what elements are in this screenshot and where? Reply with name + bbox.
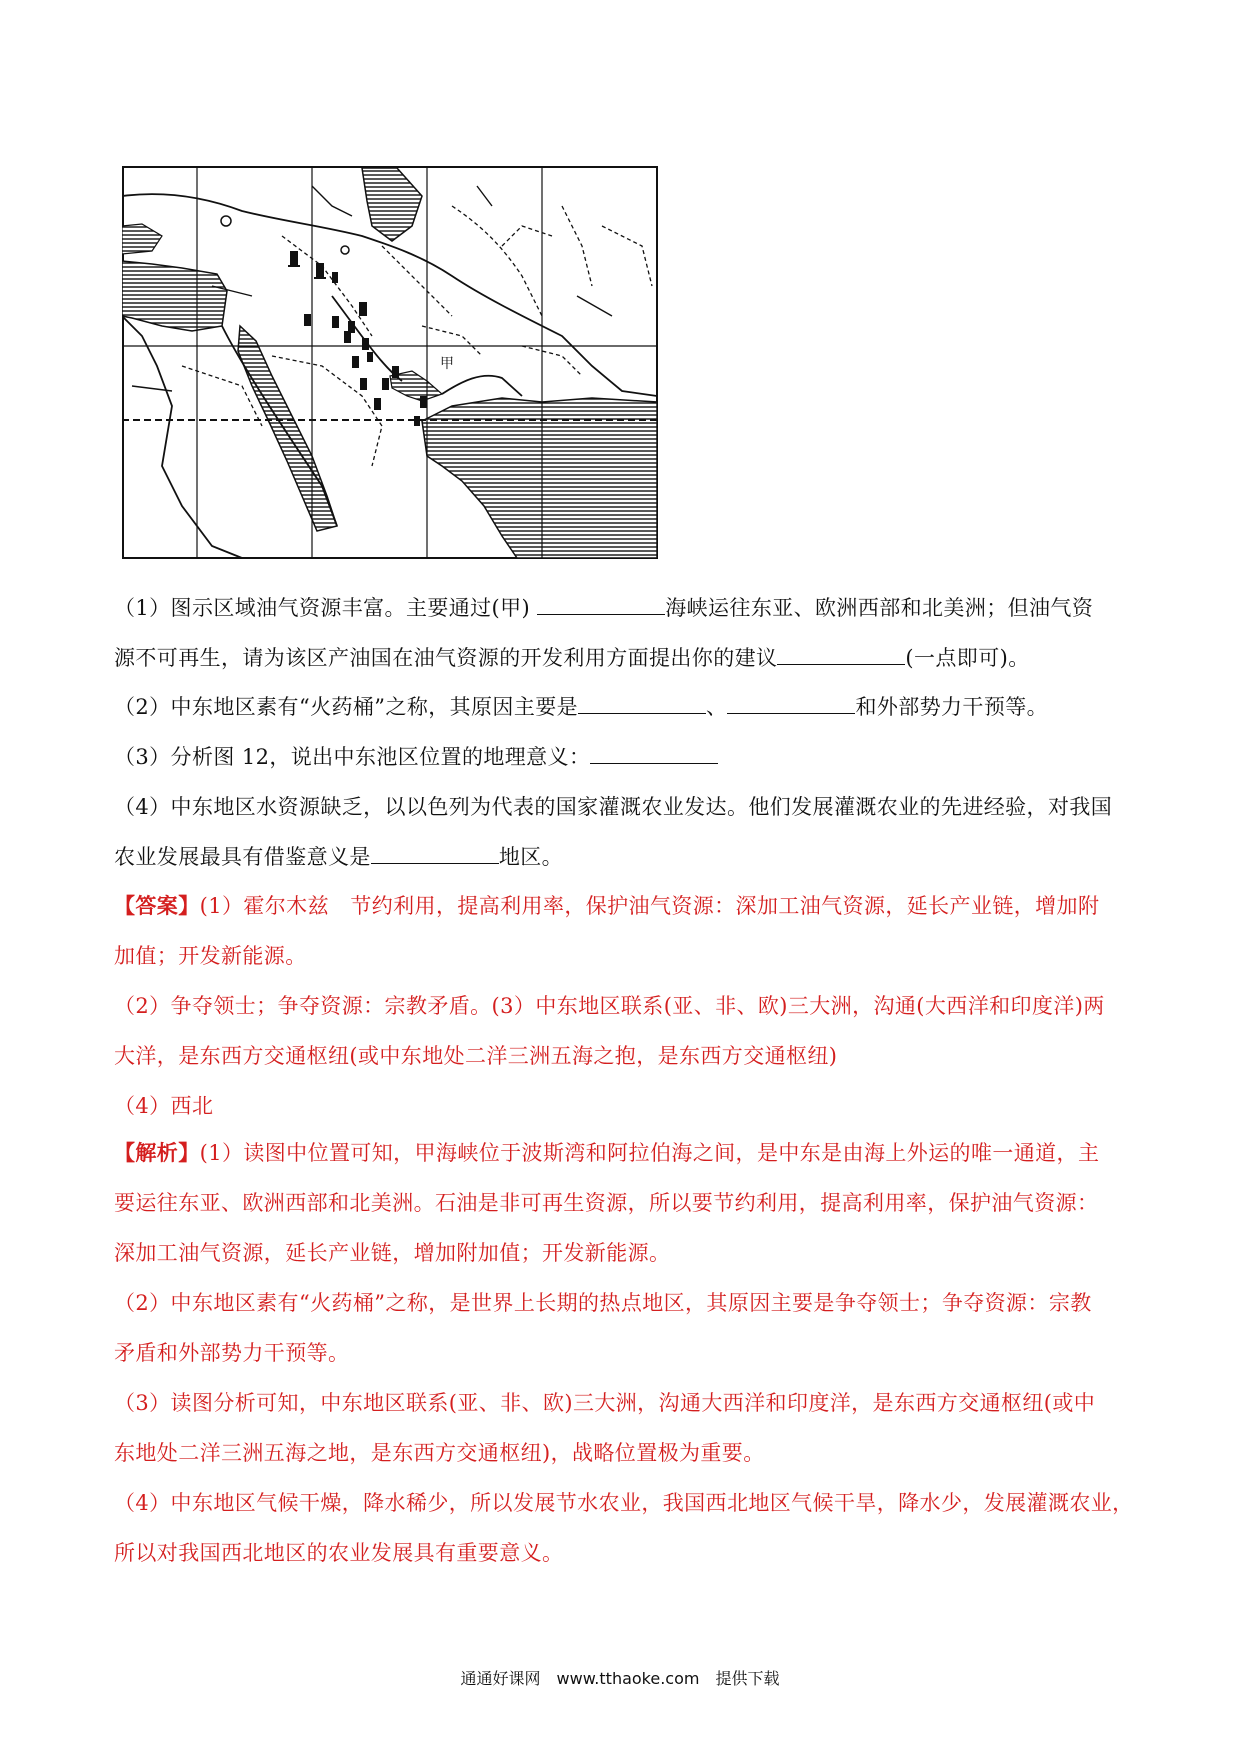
q1-text-b: 海峡运往东亚、欧洲西部和北美洲；但油气资 bbox=[665, 596, 1094, 620]
analysis-line: （4）中东地区气候干燥，降水稀少，所以发展节水农业，我国西北地区气候干旱，降水少，发展灌溉农业， bbox=[114, 1491, 1134, 1515]
analysis-section bbox=[114, 1128, 1134, 1578]
page-footer: 通通好课网 www.tthaoke.com 提供下载 bbox=[460, 1669, 780, 1688]
answer-line: 大洋，是东西方交通枢纽(或中东地处二洋三洲五海之抱，是东西方交通枢纽) bbox=[114, 1044, 838, 1068]
q1-text-d: (一点即可)。 bbox=[905, 646, 1030, 670]
answer-tag: 【答案】 bbox=[114, 893, 200, 918]
answer-blank bbox=[777, 644, 905, 665]
analysis-line: (1）读图中位置可知，甲海峡位于波斯湾和阿拉伯海之间，是中东是由海上外运的唯一通道，主 bbox=[199, 1141, 1100, 1165]
q3-text: （3）分析图 12，说出中东池区位置的地理意义： bbox=[114, 745, 591, 769]
answer-blank bbox=[537, 594, 665, 615]
analysis-line: （3）读图分析可知，中东地区联系(亚、非、欧)三大洲，沟通大西洋和印度洋，是东西方交通枢纽(或中 bbox=[114, 1391, 1096, 1415]
q4-text-b: 农业发展最具有借鉴意义是 bbox=[114, 845, 371, 869]
answer-blank bbox=[578, 693, 706, 714]
answer-blank bbox=[727, 693, 855, 714]
analysis-line: 所以对我国西北地区的农业发展具有重要意义。 bbox=[114, 1541, 564, 1565]
q1-text-a: （1）图示区域油气资源丰富。主要通过(甲) bbox=[114, 596, 538, 620]
analysis-tag: 【解析】 bbox=[114, 1140, 200, 1165]
question-1 bbox=[114, 583, 1134, 683]
answer-blank bbox=[590, 743, 718, 764]
q1-text-c: 源不可再生，请为该区产油国在油气资源的开发利用方面提出你的建议 bbox=[114, 646, 778, 670]
q2-sep: 、 bbox=[706, 695, 728, 719]
question-3 bbox=[114, 732, 1134, 782]
analysis-line: 东地处二洋三洲五海之地，是东西方交通枢纽)，战略位置极为重要。 bbox=[114, 1441, 765, 1465]
lake bbox=[341, 246, 349, 254]
q2-text-b: 和外部势力干预等。 bbox=[855, 695, 1049, 719]
q4-text-c: 地区。 bbox=[498, 845, 564, 869]
answer-line: (1）霍尔木兹 节约利用，提高利用率，保护油气资源：深加工油气资源，延长产业链，增加附 bbox=[199, 894, 1100, 918]
answer-line: （4）西北 bbox=[114, 1094, 214, 1118]
q4-text-a: （4）中东地区水资源缺乏，以以色列为代表的国家灌溉农业发达。他们发展灌溉农业的先进经验，对我国 bbox=[114, 795, 1113, 819]
answer-line: （2）争夺领士；争夺资源：宗教矛盾。(3）中东地区联系(亚、非、欧)三大洲，沟通(大西洋和印度洋)两 bbox=[114, 994, 1105, 1018]
answer-section bbox=[114, 881, 1134, 1131]
analysis-line: 深加工油气资源，延长产业链，增加附加值；开发新能源。 bbox=[114, 1241, 671, 1265]
analysis-line: 要运往东亚、欧洲西部和北美洲。石油是非可再生资源，所以要节约利用，提高利用率，保护油气资源： bbox=[114, 1191, 1099, 1215]
answer-line: 加值；开发新能源。 bbox=[114, 944, 307, 968]
q2-text-a: （2）中东地区素有“火药桶”之称，其原因主要是 bbox=[114, 695, 579, 719]
middle-east-oil-map bbox=[122, 166, 658, 559]
lake bbox=[221, 216, 231, 226]
strait-label-jia: 甲 bbox=[440, 356, 454, 372]
answer-blank bbox=[371, 843, 499, 864]
question-2 bbox=[114, 682, 1134, 732]
analysis-line: 矛盾和外部势力干预等。 bbox=[114, 1341, 350, 1365]
analysis-line: （2）中东地区素有“火药桶”之称，是世界上长期的热点地区，其原因主要是争夺领士；争夺资源：宗教 bbox=[114, 1291, 1092, 1315]
question-4 bbox=[114, 782, 1134, 882]
